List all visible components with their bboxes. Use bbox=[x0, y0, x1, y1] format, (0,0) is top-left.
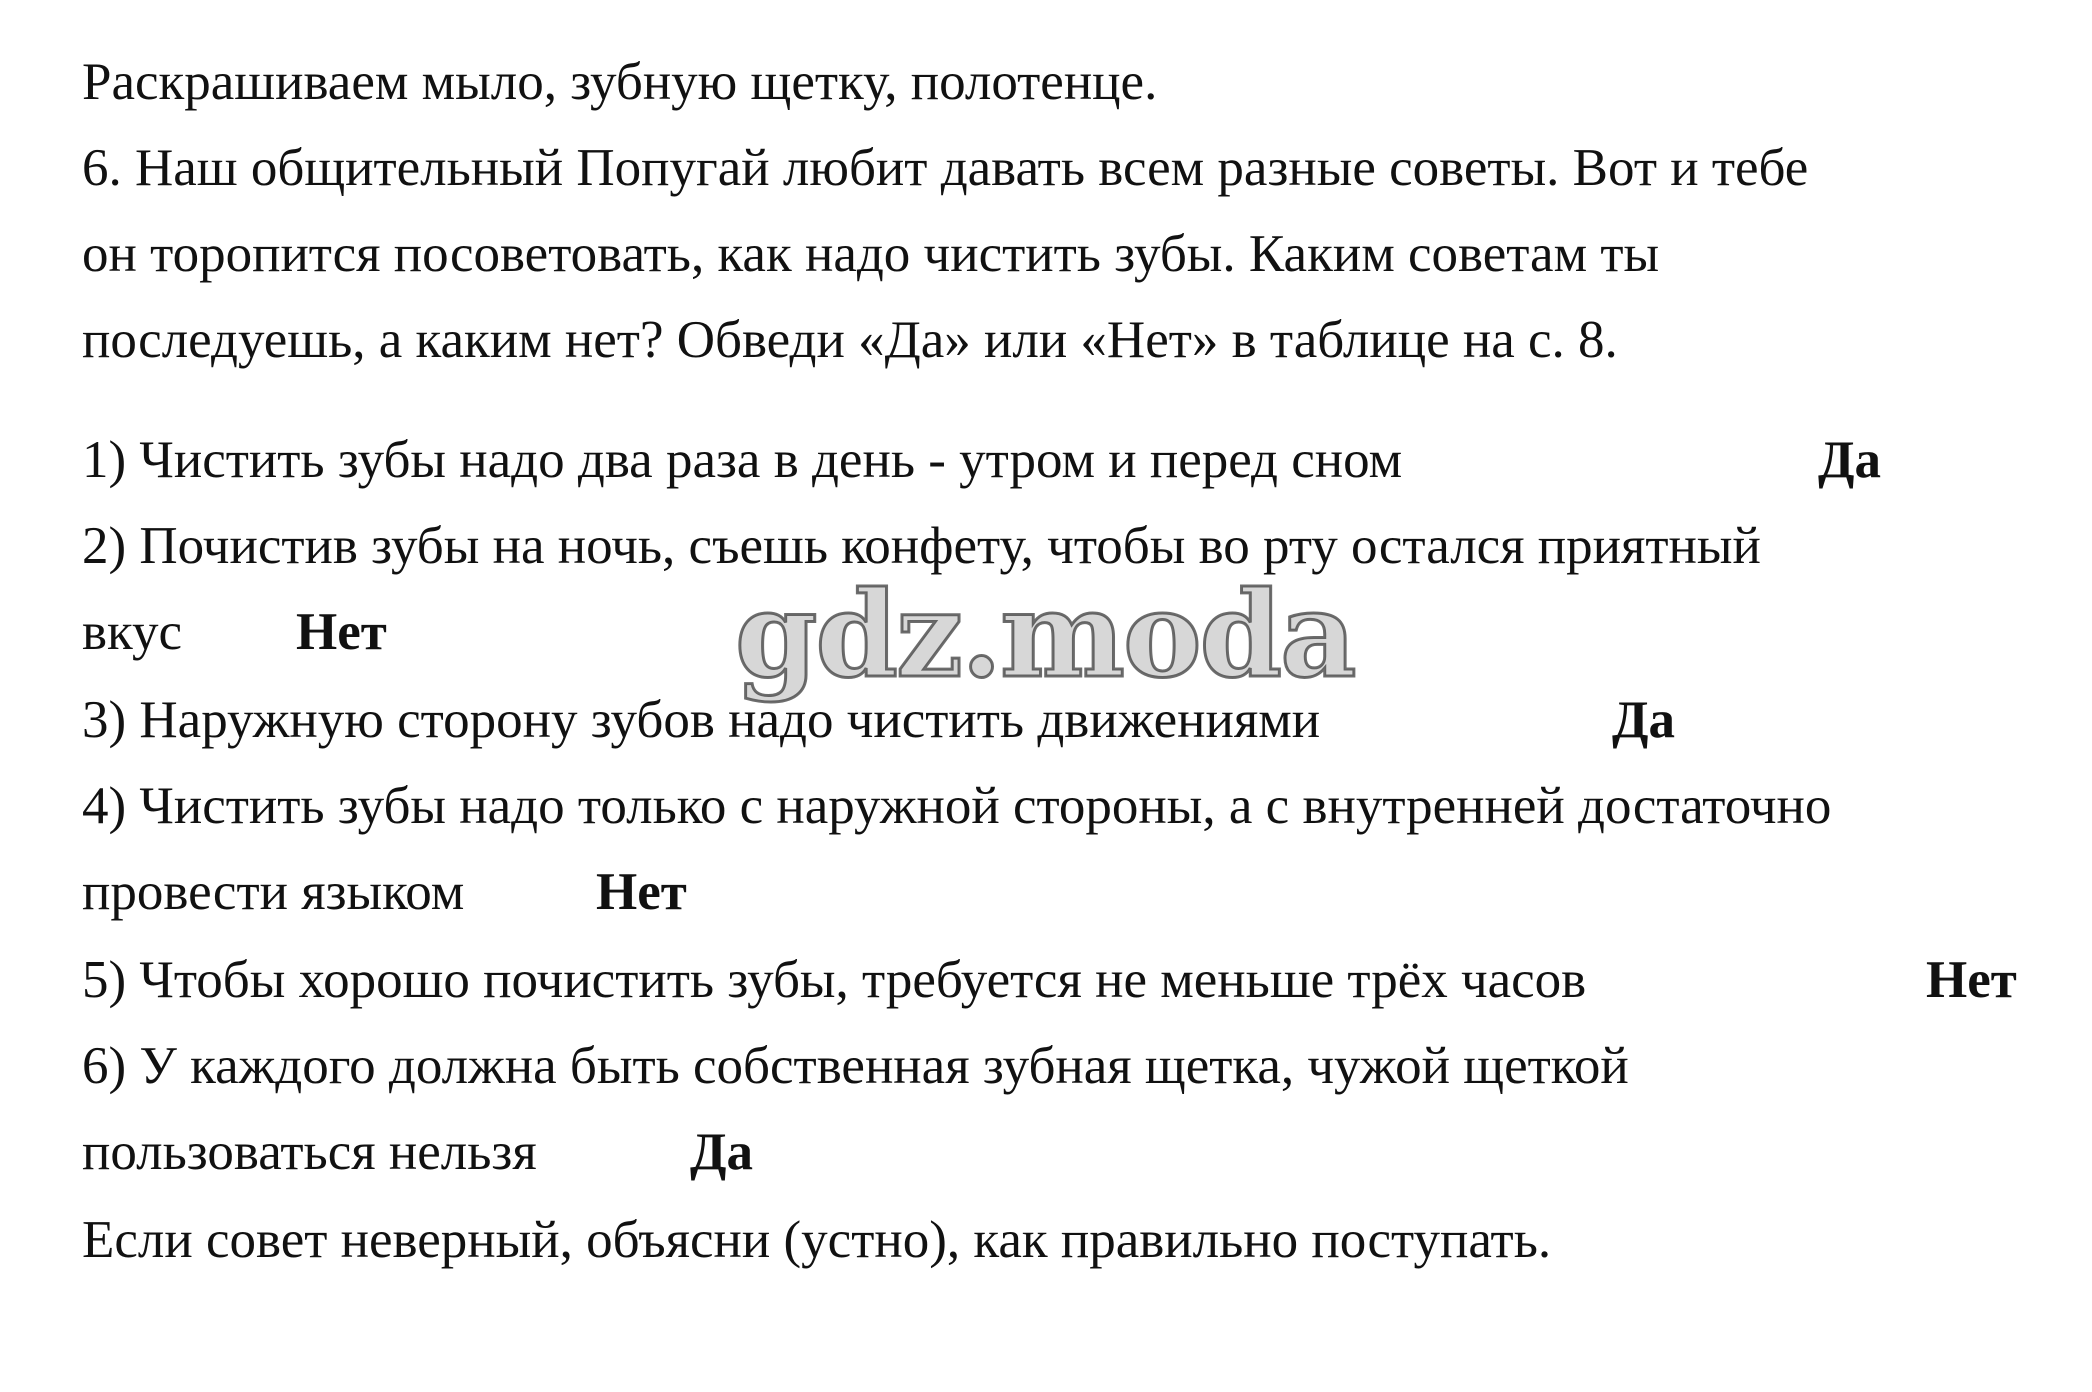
task-line-3: последуешь, а каким нет? Обведи «Да» или «Нет» в таблице на с. 8. bbox=[82, 311, 1618, 369]
intro-line: Раскрашиваем мыло, зубную щетку, полотенце. bbox=[82, 53, 1158, 111]
item-4-text-line-2: провести языком bbox=[82, 863, 465, 921]
item-6-text-line-1: 6) У каждого должна быть собственная зубная щетка, чужой щеткой bbox=[82, 1037, 1629, 1095]
item-3-answer: Да bbox=[1612, 691, 1675, 749]
closing-line: Если совет неверный, объясни (устно), как правильно поступать. bbox=[82, 1211, 1552, 1269]
item-5-text: 5) Чтобы хорошо почистить зубы, требуется не меньше трёх часов bbox=[82, 951, 1587, 1009]
item-1-text: 1) Чистить зубы надо два раза в день - утром и перед сном bbox=[82, 431, 1403, 489]
item-4-text-line-1: 4) Чистить зубы надо только с наружной стороны, а с внутренней достаточно bbox=[82, 777, 1832, 835]
item-2-text-line-1: 2) Почистив зубы на ночь, съешь конфету, чтобы во рту остался приятный bbox=[82, 517, 1761, 575]
item-1-answer: Да bbox=[1818, 431, 1881, 489]
item-4-answer: Нет bbox=[596, 863, 687, 921]
task-line-1: 6. Наш общительный Попугай любит давать всем разные советы. Вот и тебе bbox=[82, 139, 1809, 197]
task-line-2: он торопится посоветовать, как надо чистить зубы. Каким советам ты bbox=[82, 225, 1660, 283]
item-5-answer: Нет bbox=[1926, 951, 2017, 1009]
watermark-logo: gdz.moda bbox=[735, 565, 1355, 704]
item-2-answer: Нет bbox=[296, 603, 387, 661]
item-2-text-line-2: вкус bbox=[82, 603, 183, 661]
item-6-answer: Да bbox=[690, 1123, 753, 1181]
item-6-text-line-2: пользоваться нельзя bbox=[82, 1123, 537, 1181]
item-3-text: 3) Наружную сторону зубов надо чистить движениями bbox=[82, 691, 1321, 749]
